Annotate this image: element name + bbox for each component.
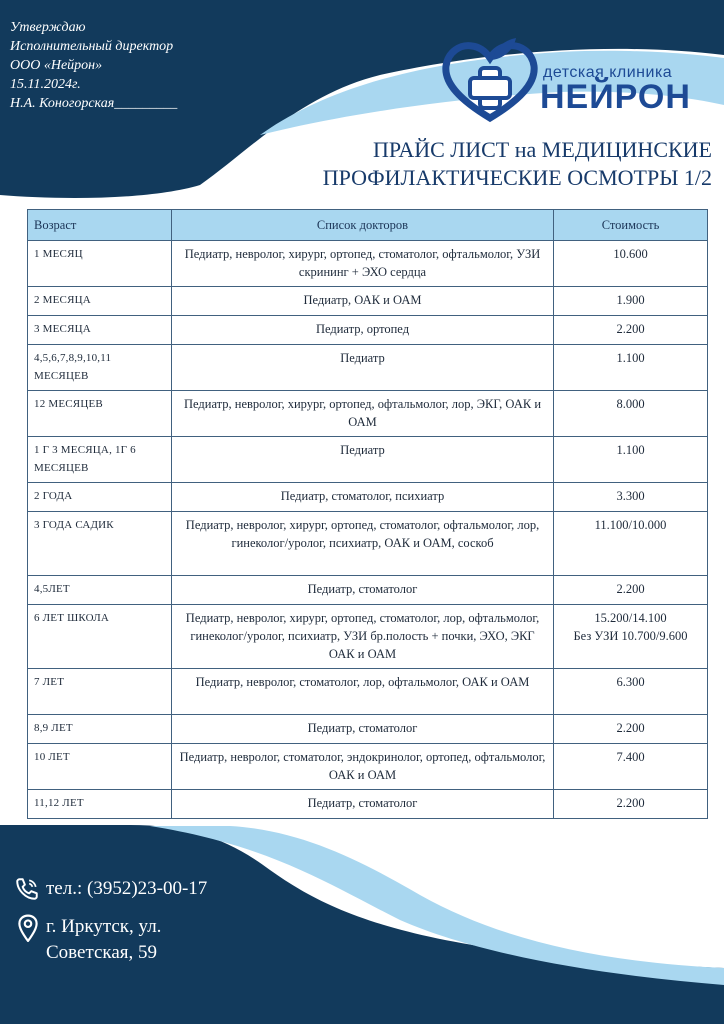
table-row [28,316,708,345]
table-row [28,241,708,287]
cost-cell [554,605,708,669]
table-row [28,576,708,605]
table-header-row [28,210,708,241]
header-doctors: Список докторов [172,210,554,241]
cost-cell: 8.000 [554,391,708,437]
doctors-cell: Педиатр, невролог, стоматолог, эндокринолог, ортопед, офтальмолог, ОАК и ОАМ [172,744,554,790]
approval-line-5: Н.А. Коногорская_________ [10,96,178,111]
doctors-cell: Педиатр, стоматолог [172,790,554,819]
header-age: Возраст [28,210,172,241]
table-row [28,744,708,790]
doctors-cell: Педиатр, ортопед [172,316,554,345]
doctors-cell: Педиатр, невролог, хирург, ортопед, стоматолог, офтальмолог, УЗИ скрининг + ЭХО сердца [172,241,554,287]
cost-cell: 1.100 [554,437,708,483]
table-row [28,512,708,576]
approval-line-1: Утверждаю [10,20,86,35]
doctors-cell: Педиатр, невролог, хирург, ортопед, стоматолог, лор, офтальмолог, гинеколог/уролог, психиатр, УЗИ бр.полость + почки, ЭХО, ЭКГ ОАК и ОАМ [172,605,554,669]
age-cell: 2 ГОДА [28,483,172,512]
cost-with-uzi: 15.200/14.100 [594,611,667,625]
age-cell: 2 МЕСЯЦА [28,287,172,316]
cost-cell: 7.400 [554,744,708,790]
cost-cell: 1.900 [554,287,708,316]
title-line-2: ПРОФИЛАКТИЧЕСКИЕ ОСМОТРЫ 1/2 [322,165,712,190]
doctors-cell: Педиатр, стоматолог [172,576,554,605]
cost-cell: 2.200 [554,316,708,345]
price-table [27,209,708,819]
location-pin-icon [17,914,39,942]
doctors-cell: Педиатр [172,345,554,391]
age-cell: 3 МЕСЯЦА [28,316,172,345]
table-row [28,287,708,316]
logo-subtitle: детская клиника [543,64,673,81]
table-row [28,345,708,391]
page-title [272,136,712,192]
doctors-cell: Педиатр, невролог, хирург, ортопед, стоматолог, офтальмолог, лор, гинеколог/уролог, психиатр, ОАК и ОАМ, соскоб [172,512,554,576]
age-cell: 1 МЕСЯЦ [28,241,172,287]
table-row [28,391,708,437]
cost-cell: 3.300 [554,483,708,512]
approval-line-4: 15.11.2024г. [10,77,81,92]
doctors-cell: Педиатр, стоматолог [172,715,554,744]
age-cell: 4,5ЛЕТ [28,576,172,605]
cost-cell: 1.100 [554,345,708,391]
approval-line-2: Исполнительный директор [10,39,174,54]
logo-name: НЕЙРОН [540,78,691,116]
age-cell: 10 ЛЕТ [28,744,172,790]
footer-phone[interactable]: тел.: (3952)23-00-17 [46,878,208,899]
cost-cell: 6.300 [554,669,708,715]
cost-cell: 11.100/10.000 [554,512,708,576]
title-line-1: ПРАЙС ЛИСТ на МЕДИЦИНСКИЕ [373,137,712,162]
table-row [28,715,708,744]
doctors-cell: Педиатр, невролог, хирург, ортопед, офтальмолог, лор, ЭКГ, ОАК и ОАМ [172,391,554,437]
table-row [28,669,708,715]
age-cell: 8,9 ЛЕТ [28,715,172,744]
cost-cell: 2.200 [554,715,708,744]
footer-address-line-2: Советская, 59 [46,942,158,963]
phone-icon [14,876,40,902]
cost-without-uzi: Без УЗИ 10.700/9.600 [573,629,688,643]
age-cell: 6 ЛЕТ ШКОЛА [28,605,172,669]
age-cell: 7 ЛЕТ [28,669,172,715]
table-row [28,605,708,669]
age-cell: 11,12 ЛЕТ [28,790,172,819]
doctors-cell: Педиатр, невролог, стоматолог, лор, офтальмолог, ОАК и ОАМ [172,669,554,715]
age-cell: 4,5,6,7,8,9,10,11 МЕСЯЦЕВ [28,345,172,391]
cost-cell: 10.600 [554,241,708,287]
cost-cell: 2.200 [554,790,708,819]
doctors-cell: Педиатр [172,437,554,483]
table-row [28,437,708,483]
age-cell: 12 МЕСЯЦЕВ [28,391,172,437]
table-row [28,483,708,512]
age-cell: 1 Г 3 МЕСЯЦА, 1Г 6 МЕСЯЦЕВ [28,437,172,483]
doctors-cell: Педиатр, стоматолог, психиатр [172,483,554,512]
approval-block [10,18,177,113]
age-cell: 3 ГОДА САДИК [28,512,172,576]
header-cost: Стоимость [554,210,708,241]
footer-address-line-1: г. Иркутск, ул. [46,916,162,937]
doctors-cell: Педиатр, ОАК и ОАМ [172,287,554,316]
cost-cell: 2.200 [554,576,708,605]
table-row [28,790,708,819]
approval-line-3: ООО «Нейрон» [10,58,103,73]
